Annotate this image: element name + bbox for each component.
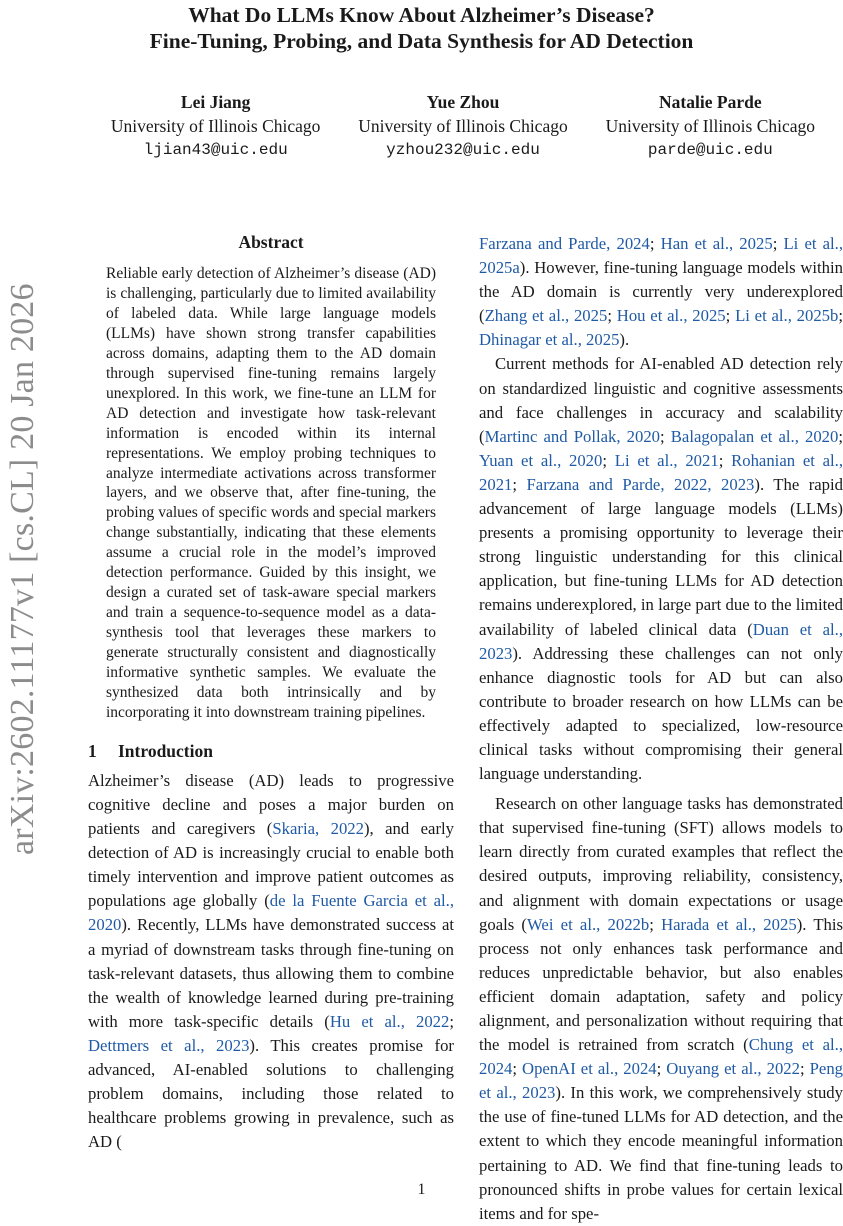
author-affiliation: University of Illinois Chicago	[358, 116, 568, 136]
title-line-2: Fine-Tuning, Probing, and Data Synthesis for AD Detection	[149, 29, 694, 53]
text-run: ;	[838, 426, 843, 446]
text-run: ). In this work, we comprehensively study the use of fine-tuned LLMs for AD detection, and the extent to which they encode meaningful information pertaining to AD. We find that fine-tuning leads to pronounced shifts in probe values for certain lexical items and for spe-	[479, 1083, 843, 1223]
arxiv-stamp-text: arXiv:2602.11177v1 [cs.CL] 20 Jan 2026	[4, 283, 41, 855]
citation-link[interactable]: Harada et al., 2025	[661, 914, 797, 934]
citation-link[interactable]: Ouyang et al., 2022	[666, 1059, 800, 1079]
title-line-1: What Do LLMs Know About Alzheimer’s Disease?	[188, 3, 655, 27]
citation-link[interactable]: Skaria, 2022	[272, 819, 364, 839]
text-run: ;	[649, 914, 662, 934]
citation-link[interactable]: Martinc and Pollak, 2020	[484, 426, 661, 446]
text-run: Research on other language tasks has demonstrated that supervised fine-tuning (SFT) allows models to learn directly from curated examples that reflect the desired outputs, improving reliability, consistency, and alignment with domain expectations or usage goals (	[479, 794, 843, 934]
abstract-heading: Abstract	[238, 232, 304, 252]
text-run: ;	[656, 1059, 667, 1079]
text-run: ;	[725, 306, 736, 326]
abstract-body: Reliable early detection of Alzheimer’s disease (AD) is challenging, particularly due to limited availability of labeled data. While large language models (LLMs) have shown strong transfer capabilities across domains, adapting them to the AD domain through supervised fine-tuning remains largely unexplored. In this work, we fine-tune an LLM for AD detection and investigate how task-relevant information is encoded within its internal representations. We employ probing techniques to analyze intermediate activations across transformer layers, and we observe that, after fine-tuning, the probing values of specific words and special markers change substantially, indicating that these elements assume a crucial role in the model’s improved detection performance. Guided by this insight, we design a curated set of task-aware special markers and train a sequence-to-sequence model as a data-synthesis tool that leverages these markers to generate structurally consistent and diagnostically informative synthetic samples. We evaluate the synthesized data both intrinsically and by incorporating it into downstream training pipelines.	[106, 265, 436, 721]
text-run: ).	[619, 330, 630, 350]
citation-link[interactable]: Li et al., 2025a	[479, 234, 843, 278]
text-run: ;	[512, 1059, 523, 1079]
text-run: Current methods for AI-enabled AD detection rely on standardized linguistic and cognitive assessments and face challenges in accuracy and scalability (	[479, 354, 843, 446]
text-run: ). However, fine-tuning language models within the AD domain is currently very underexplored (	[479, 258, 843, 326]
author-3	[587, 90, 834, 162]
text-run: ;	[660, 426, 671, 446]
citation-link[interactable]: Hou et al., 2025	[616, 306, 726, 326]
section-heading-introduction	[88, 739, 454, 763]
author-email[interactable]: yzhou232@uic.edu	[386, 141, 540, 159]
text-run: ;	[602, 450, 615, 470]
intro-paragraph-1	[88, 769, 454, 1155]
text-run: ). Addressing these challenges can not only enhance diagnostic tools for AD but can also contribute to broader research on how LLMs can be effectively adapted to specialized, low-resource clinical tasks without compromising their general language understanding.	[479, 643, 843, 784]
text-run: ). The rapid advancement of large language models (LLMs) presents a promising opportunity to leverage their strong linguistic understanding for this clinical application, but fine-tuning LLMs for AD detection remains underexplored, in large part due to the limited availability of labeled clinical data (	[479, 474, 843, 639]
right-column	[479, 232, 843, 1226]
author-1	[92, 90, 339, 162]
citation-link[interactable]: Dettmers et al., 2023	[88, 1035, 250, 1055]
citation-link[interactable]: Dhinagar et al., 2025	[479, 330, 620, 350]
arxiv-stamp	[4, 283, 44, 895]
text-run: Alzheimer’s disease (AD) leads to progressive cognitive decline and poses a major burden on patients and caregivers (	[88, 770, 454, 839]
citation-link[interactable]: Yuan et al., 2020	[479, 450, 603, 470]
author-affiliation: University of Illinois Chicago	[110, 116, 321, 136]
text-run: ;	[838, 306, 843, 326]
text-run: ;	[449, 1011, 454, 1031]
author-name: Yue Zhou	[426, 92, 500, 112]
citation-link[interactable]: Wei et al., 2022b	[527, 914, 650, 934]
citation-link[interactable]: Li et al., 2025b	[735, 306, 839, 326]
citation-link[interactable]: Li et al., 2021	[614, 450, 719, 470]
citation-link[interactable]: Farzana and Parde, 2024	[479, 234, 650, 253]
author-email[interactable]: parde@uic.edu	[647, 141, 773, 159]
citation-link[interactable]: de la Fuente Garcia et al., 2020	[88, 891, 455, 935]
text-run: ;	[799, 1059, 810, 1079]
section-title: Introduction	[118, 740, 213, 761]
citation-link[interactable]: Chung et al., 2024	[479, 1035, 843, 1079]
text-run: ), and early detection of AD is increasingly crucial to enable both timely intervention and improve patient outcomes as populations age globally (	[88, 819, 454, 911]
intro-paragraph-3	[479, 792, 843, 1226]
citation-link[interactable]: Duan et al., 2023	[479, 619, 843, 663]
citation-link[interactable]: OpenAI et al., 2024	[522, 1059, 657, 1079]
citation-link[interactable]: Rohanian et al., 2021	[479, 450, 843, 494]
section-number: 1	[88, 740, 97, 761]
citation-link[interactable]: Zhang et al., 2025	[484, 306, 608, 326]
page-number: 1	[417, 1181, 426, 1198]
citation-link[interactable]: Han et al., 2025	[660, 234, 773, 253]
text-run: ;	[607, 306, 617, 326]
paper-title	[0, 2, 843, 54]
left-column	[88, 230, 454, 1154]
intro-paragraph-2	[479, 352, 843, 786]
text-run: ). This creates promise for advanced, AI-enabled solutions to challenging problem domains, including those related to healthcare problems growing in prevalence, such as AD (	[88, 1035, 454, 1152]
text-run: ). Recently, LLMs have demonstrated success at a myriad of downstream tasks through fine-tuning on task-relevant datasets, thus allowing them to combine the wealth of knowledge learned during pre-training with more task-specific details (	[88, 915, 454, 1031]
text-run: ;	[649, 234, 661, 253]
intro-paragraph-1-continued	[479, 232, 843, 352]
citation-link[interactable]: Farzana and Parde, 2022, 2023	[526, 474, 755, 494]
author-name: Natalie Parde	[659, 92, 762, 112]
text-run: ;	[772, 234, 784, 253]
author-name: Lei Jiang	[180, 92, 251, 112]
author-email[interactable]: ljian43@uic.edu	[143, 141, 288, 159]
text-run: ;	[718, 450, 732, 470]
citation-link[interactable]: Balagopalan et al., 2020	[670, 426, 839, 446]
author-affiliation: University of Illinois Chicago	[605, 116, 816, 136]
text-run: ). This process not only enhances task performance and reduces unpredictable behavior, but also enables efficient domain adaptation, safety and policy alignment, and personalization without requiring that the model is retrained from scratch (	[479, 914, 843, 1055]
author-2	[339, 90, 586, 162]
text-run: ;	[512, 474, 527, 494]
citation-link[interactable]: Peng et al., 2023	[479, 1059, 843, 1103]
citation-link[interactable]: Hu et al., 2022	[329, 1011, 450, 1031]
author-block	[92, 90, 834, 162]
